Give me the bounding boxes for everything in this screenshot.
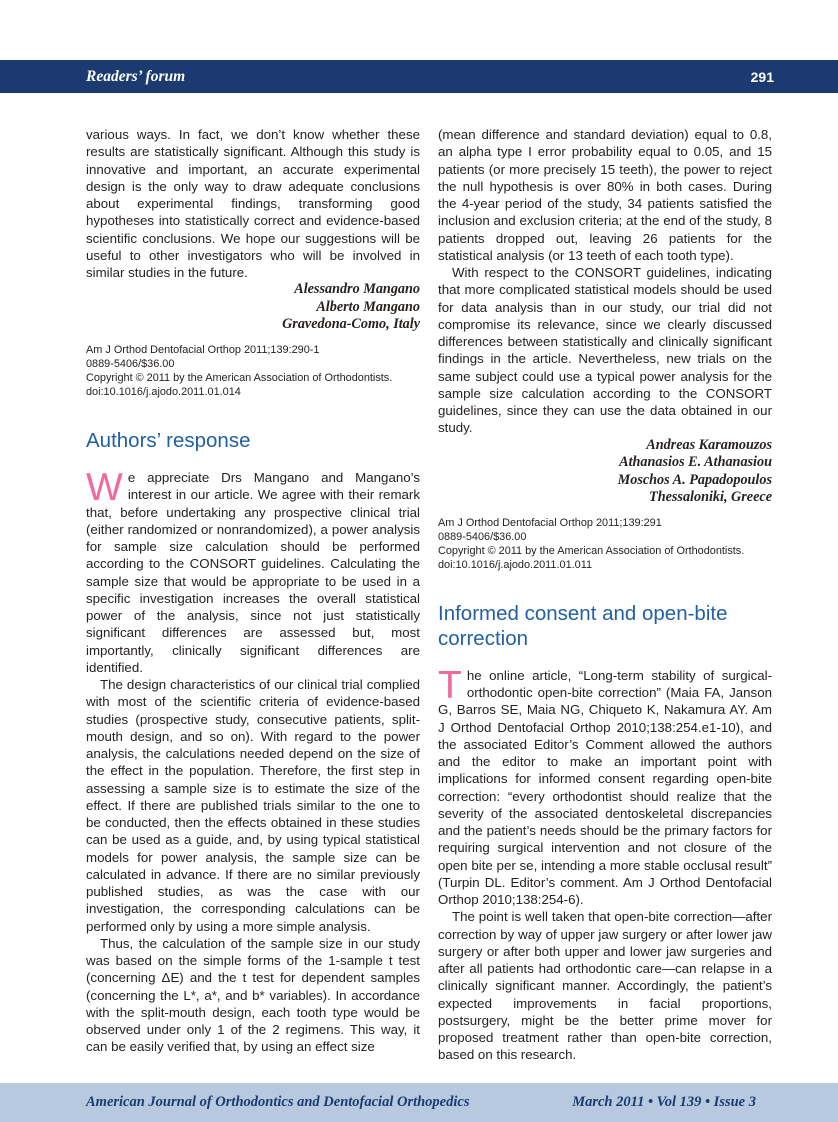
- author-name: Athanasios E. Athanasiou: [619, 454, 772, 471]
- author-block: [86, 281, 420, 334]
- author-block: [438, 437, 772, 507]
- author-name: Andreas Karamouzos: [646, 436, 772, 453]
- author-name: Moschos A. Papadopoulos: [617, 471, 772, 488]
- citation-block: [86, 343, 420, 399]
- citation-doi: doi:10.1016/j.ajodo.2011.01.014: [86, 386, 241, 399]
- citation-doi: doi:10.1016/j.ajodo.2011.01.011: [438, 558, 593, 571]
- citation-reference: Am J Orthod Dentofacial Orthop 2011;139:291: [438, 516, 662, 529]
- paragraph-continuation: (mean difference and standard deviation) equal to 0.8, an alpha type I error probability equal to 0.05, and 15 patients (or more precisely 15 teeth), the power to reject the null hypothesis is over 80% in both cases. During the 4-year period of the study, 34 patients satisfied the inclusion and exclusion criteria; at the end of the study, 8 patients dropped out, leaving 26 patients for the statistical analysis (or 13 teeth of each tooth type).: [438, 127, 772, 263]
- author-location: Gravedona-Como, Italy: [282, 316, 420, 333]
- paragraph: The design characteristics of our clinical trial complied with most of the scientific criteria of evidence-based studies (prospective study, consecutive patients, split-mouth design, and so on). With regard to the power analysis, the calculations needed depend on the size of the effect in the population. Therefore, the first step in assessing a sample size is to estimate the size of the effect. If there are published trials similar to the one to be conducted, then the effects obtained in these studies can be used as a guide, and, by using typical statistical models for power analysis, the sample size can be calculated in advance. If there are no similar previously published studies, as was the case with our investigation, the corresponding calculations can be performed only by using a more simple analysis.: [86, 677, 420, 934]
- citation-copyright: Copyright © 2011 by the American Association of Orthodontists.: [86, 372, 393, 385]
- page-content: [86, 126, 773, 1064]
- author-name: Alessandro Mangano: [294, 281, 420, 298]
- paragraph: The point is well taken that open-bite correction—after correction by way of upper jaw surgery or after lower jaw surgery or after both upper and lower jaw surgeries and after all patients had orthodontic care—can relapse in a clinically significant manner. Accordingly, the patient’s expected improvements in facial proportions, postsurgery, might be the better prime mover for proposed treatment rather than open-bite correction, based on this research.: [438, 909, 772, 1063]
- page-footer: [0, 1083, 838, 1122]
- paragraph: With respect to the CONSORT guidelines, indicating that more complicated statistical models should be used for data analysis than in our study, our trial did not compromise its relevance, since we clearly discussed differences between statistically and clinically significant findings in the article. Nevertheless, new trials on the same subject could use a typical power analysis for the sample size calculation according to the CONSORT guidelines, since they can use the data obtained in our study.: [438, 265, 772, 436]
- page-number: 291: [750, 68, 774, 85]
- page-header: [0, 60, 838, 93]
- author-name: Alberto Mangano: [316, 298, 420, 315]
- section-heading: Informed consent and open-bite correction: [438, 601, 728, 650]
- left-column: [86, 126, 420, 1064]
- drop-cap: W: [86, 466, 123, 510]
- paragraph-continuation: various ways. In fact, we don’t know whether these results are statistically significant. Although this study is innovative and important, an accurate experimental design is the only way to draw adequate conclusions about experimental findings, transforming good hypotheses into statistically correct and evidence-based scientific conclusions. We hope our suggestions will be useful to other investigators who will be involved in similar studies in the future.: [86, 127, 420, 280]
- running-head: Readers’ forum: [86, 67, 186, 85]
- citation-issn-price: 0889-5406/$36.00: [438, 530, 527, 543]
- paragraph: Thus, the calculation of the sample size in our study was based on the simple forms of the 1-sample t test (concerning ΔE) and the t test for dependent samples (concerning the L*, a*, and b* variables). In accordance with the split-mouth design, each tooth type would be observed under only 1 of the 2 regimens. This way, it can be easily verified that, by using an effect size: [86, 935, 420, 1055]
- right-column: [438, 126, 772, 1064]
- citation-issn-price: 0889-5406/$36.00: [86, 358, 175, 371]
- drop-cap: T: [438, 663, 462, 707]
- paragraph-text: he online article, “Long-term stability of surgical-orthodontic open-bite correction” (Maia FA, Janson G, Barros SE, Maia NG, Chiqueto K, Nakamura AY. Am J Orthod Dentofacial Orthop 2010;138:254.e1-10), and the associated Editor’s Comment allowed the authors and the editor to make an important point with implications for informed consent regarding open-bite correction: “every orthodontist should realize that the severity of the associated dentoskeletal discrepancies and the patient’s needs should be the primary factors for requiring surgical intervention and not closure of the open bite per se, intending a more stable occlusal result” (Turpin DL. Editor’s comment. Am J Orthod Dentofacial Orthop 2010;138:254-6).: [438, 667, 772, 908]
- footer-issue-info: March 2011 • Vol 139 • Issue 3: [572, 1094, 756, 1110]
- citation-copyright: Copyright © 2011 by the American Association of Orthodontists.: [438, 544, 745, 557]
- author-location: Thessaloniki, Greece: [649, 489, 772, 506]
- paragraph-text: e appreciate Drs Mangano and Mangano’s interest in our article. We agree with their remark that, before undertaking any prospective clinical trial (either randomized or nonrandomized), a power analysis for sample size calculation should be performed according to the CONSORT guidelines. Calculating the sample size that would be appropriate to be used in a specific investigation increases the overall statistical power of the analysis, since not just statistically significant differences are assessed but, most importantly, clinically significant differences are identified.: [86, 470, 420, 675]
- paragraph-opening: [86, 466, 420, 676]
- paragraph-opening: [438, 663, 772, 909]
- citation-block: [438, 516, 772, 572]
- citation-reference: Am J Orthod Dentofacial Orthop 2011;139:290-1: [86, 344, 320, 357]
- footer-journal-title: American Journal of Orthodontics and Dentofacial Orthopedics: [86, 1094, 470, 1110]
- section-heading: Authors’ response: [86, 429, 251, 453]
